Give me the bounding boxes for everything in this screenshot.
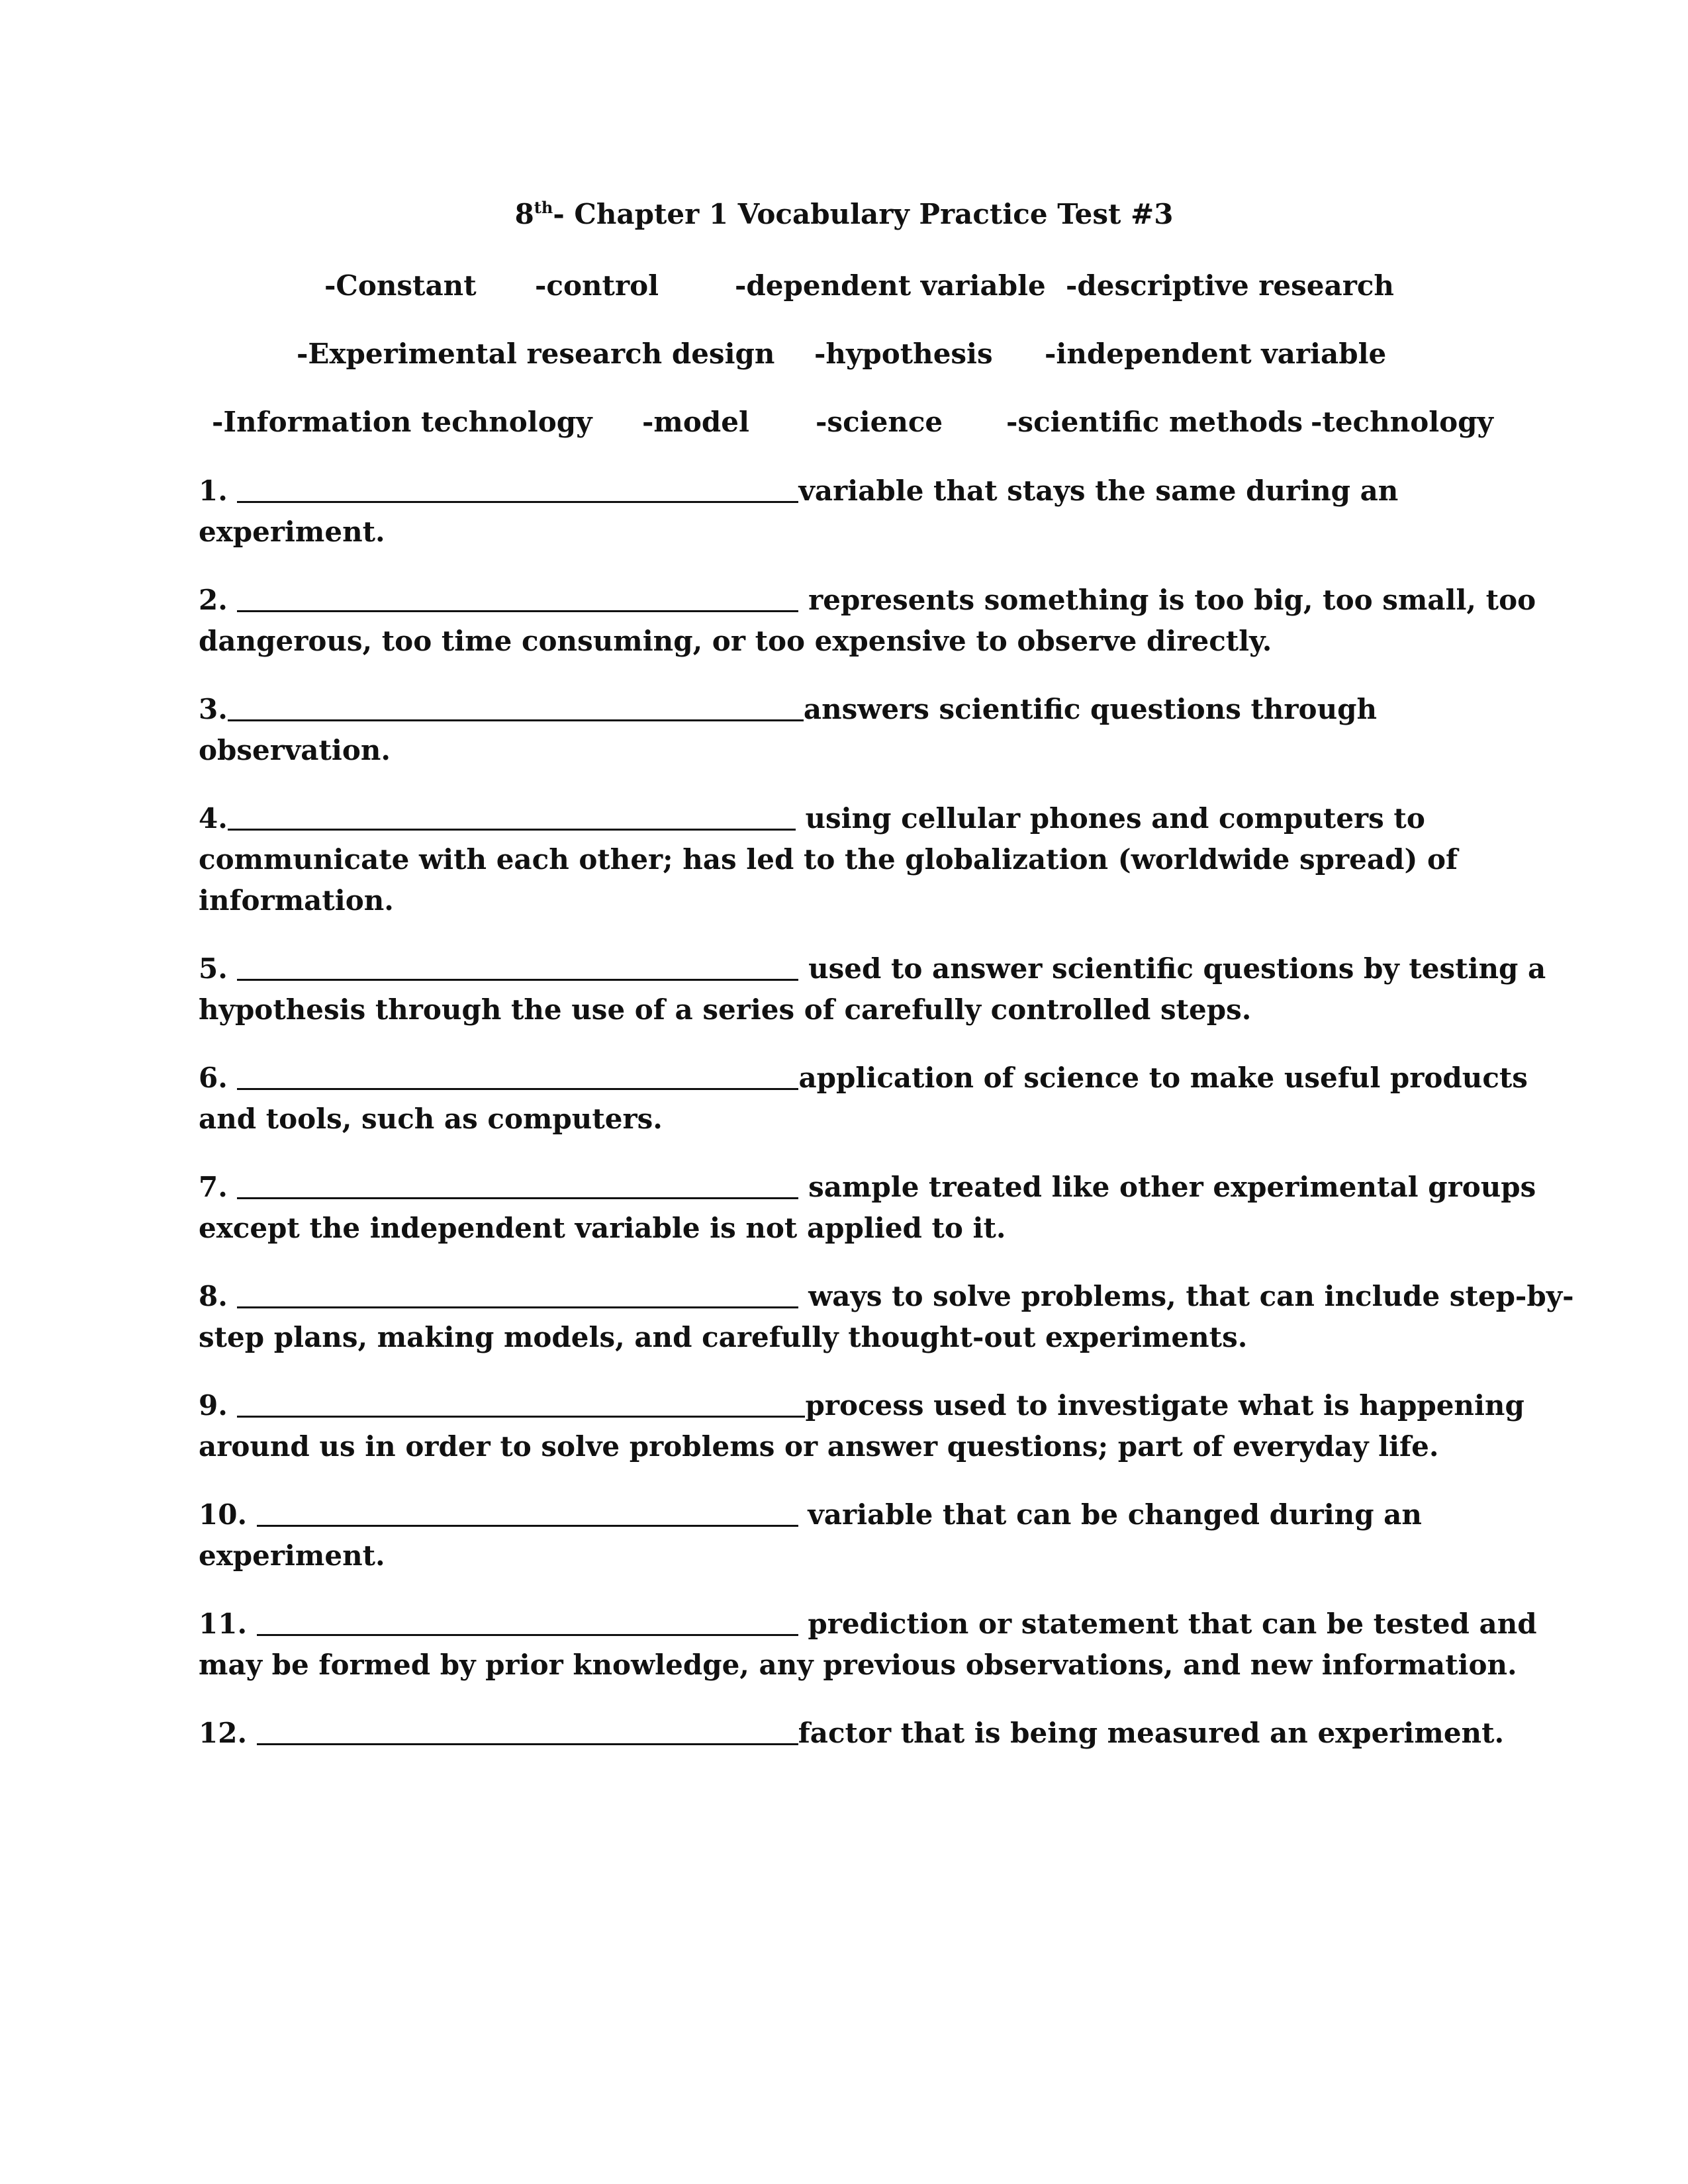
- question-text: hypothesis through the use of a series of carefully controlled steps.: [199, 993, 1252, 1026]
- answer-blank[interactable]: [257, 1634, 798, 1636]
- answer-blank[interactable]: [257, 1525, 798, 1527]
- answer-blank[interactable]: [237, 1416, 805, 1418]
- question-text: application of science to make useful products: [798, 1062, 1528, 1094]
- question-text: factor that is being measured an experiment.: [798, 1717, 1505, 1749]
- page-title: [0, 196, 1688, 233]
- question-item: [199, 1713, 1505, 1754]
- question-number: 5.: [199, 952, 238, 985]
- word-bank-term: -independent variable: [1045, 338, 1387, 370]
- question-text: except the independent variable is not applied to it.: [199, 1212, 1006, 1244]
- word-bank-term: -scientific methods: [1006, 406, 1303, 438]
- title-superscript: th: [534, 198, 553, 217]
- question-item: [199, 1604, 1537, 1686]
- question-number: 1.: [199, 475, 238, 507]
- question-text: dangerous, too time consuming, or too expensive to observe directly.: [199, 625, 1272, 657]
- answer-blank[interactable]: [237, 1088, 798, 1090]
- question-number: 3.: [199, 693, 228, 725]
- word-bank-term: -descriptive research: [1066, 269, 1394, 302]
- question-number: 4.: [199, 802, 228, 835]
- answer-blank[interactable]: [237, 501, 798, 503]
- word-bank-term: -hypothesis: [814, 338, 993, 370]
- question-text: communicate with each other; has led to the globalization (worldwide spread) of: [199, 843, 1458, 876]
- question-item: [199, 580, 1536, 662]
- question-text: using cellular phones and computers to: [795, 802, 1425, 835]
- question-text: answers scientific questions through: [803, 693, 1378, 725]
- question-text: and tools, such as computers.: [199, 1103, 663, 1135]
- answer-blank[interactable]: [237, 1306, 798, 1308]
- question-text: sample treated like other experimental groups: [798, 1171, 1536, 1203]
- question-number: 7.: [199, 1171, 238, 1203]
- question-item: [199, 471, 1496, 553]
- question-number: 2.: [199, 584, 238, 616]
- question-item: [199, 1276, 1574, 1358]
- question-item: [199, 798, 1496, 921]
- question-item: [199, 948, 1546, 1030]
- answer-blank[interactable]: [228, 719, 804, 721]
- question-item: [199, 1494, 1496, 1576]
- question-text: observation.: [199, 734, 391, 766]
- question-text: experiment.: [199, 1539, 385, 1572]
- answer-blank[interactable]: [237, 610, 798, 612]
- word-bank-term: -Information technology: [212, 406, 592, 438]
- question-text: used to answer scientific questions by testing a: [798, 952, 1546, 985]
- word-bank-term: -model: [642, 406, 749, 438]
- question-item: [199, 1167, 1536, 1249]
- word-bank-term: -dependent variable: [735, 269, 1046, 302]
- answer-blank[interactable]: [237, 1197, 798, 1199]
- word-bank-term: -Experimental research design: [297, 338, 775, 370]
- question-text: around us in order to solve problems or answer questions; part of everyday life.: [199, 1430, 1439, 1463]
- question-number: 12.: [199, 1717, 257, 1749]
- answer-blank[interactable]: [228, 829, 796, 831]
- question-text: experiment.: [199, 516, 385, 548]
- word-bank-row-1: [0, 266, 1688, 306]
- question-number: 9.: [199, 1389, 238, 1422]
- word-bank-term: -technology: [1311, 406, 1493, 438]
- word-bank-term: -science: [816, 406, 943, 438]
- question-number: 11.: [199, 1608, 257, 1640]
- word-bank-term: -control: [535, 269, 659, 302]
- question-text: step plans, making models, and carefully thought-out experiments.: [199, 1321, 1248, 1353]
- question-text: process used to investigate what is happening: [805, 1389, 1524, 1422]
- question-text: prediction or statement that can be tested and: [798, 1608, 1537, 1640]
- question-number: 10.: [199, 1498, 257, 1531]
- question-text: ways to solve problems, that can include step-by-: [798, 1280, 1574, 1312]
- question-text: represents something is too big, too small, too: [798, 584, 1536, 616]
- question-text: information.: [199, 884, 394, 917]
- word-bank-row-3: [0, 402, 1688, 442]
- title-ordinal: 8: [514, 198, 534, 230]
- word-bank-row-2: [0, 334, 1688, 374]
- question-item: [199, 1058, 1528, 1140]
- question-item: [199, 1385, 1524, 1467]
- title-text: - Chapter 1 Vocabulary Practice Test #3: [553, 198, 1174, 230]
- question-text: variable that stays the same during an: [798, 475, 1399, 507]
- word-bank-term: -Constant: [324, 269, 477, 302]
- answer-blank[interactable]: [257, 1743, 798, 1745]
- answer-blank[interactable]: [237, 979, 798, 981]
- question-text: may be formed by prior knowledge, any previous observations, and new information.: [199, 1649, 1517, 1681]
- question-number: 6.: [199, 1062, 238, 1094]
- question-number: 8.: [199, 1280, 238, 1312]
- question-item: [199, 689, 1496, 771]
- question-text: variable that can be changed during an: [798, 1498, 1422, 1531]
